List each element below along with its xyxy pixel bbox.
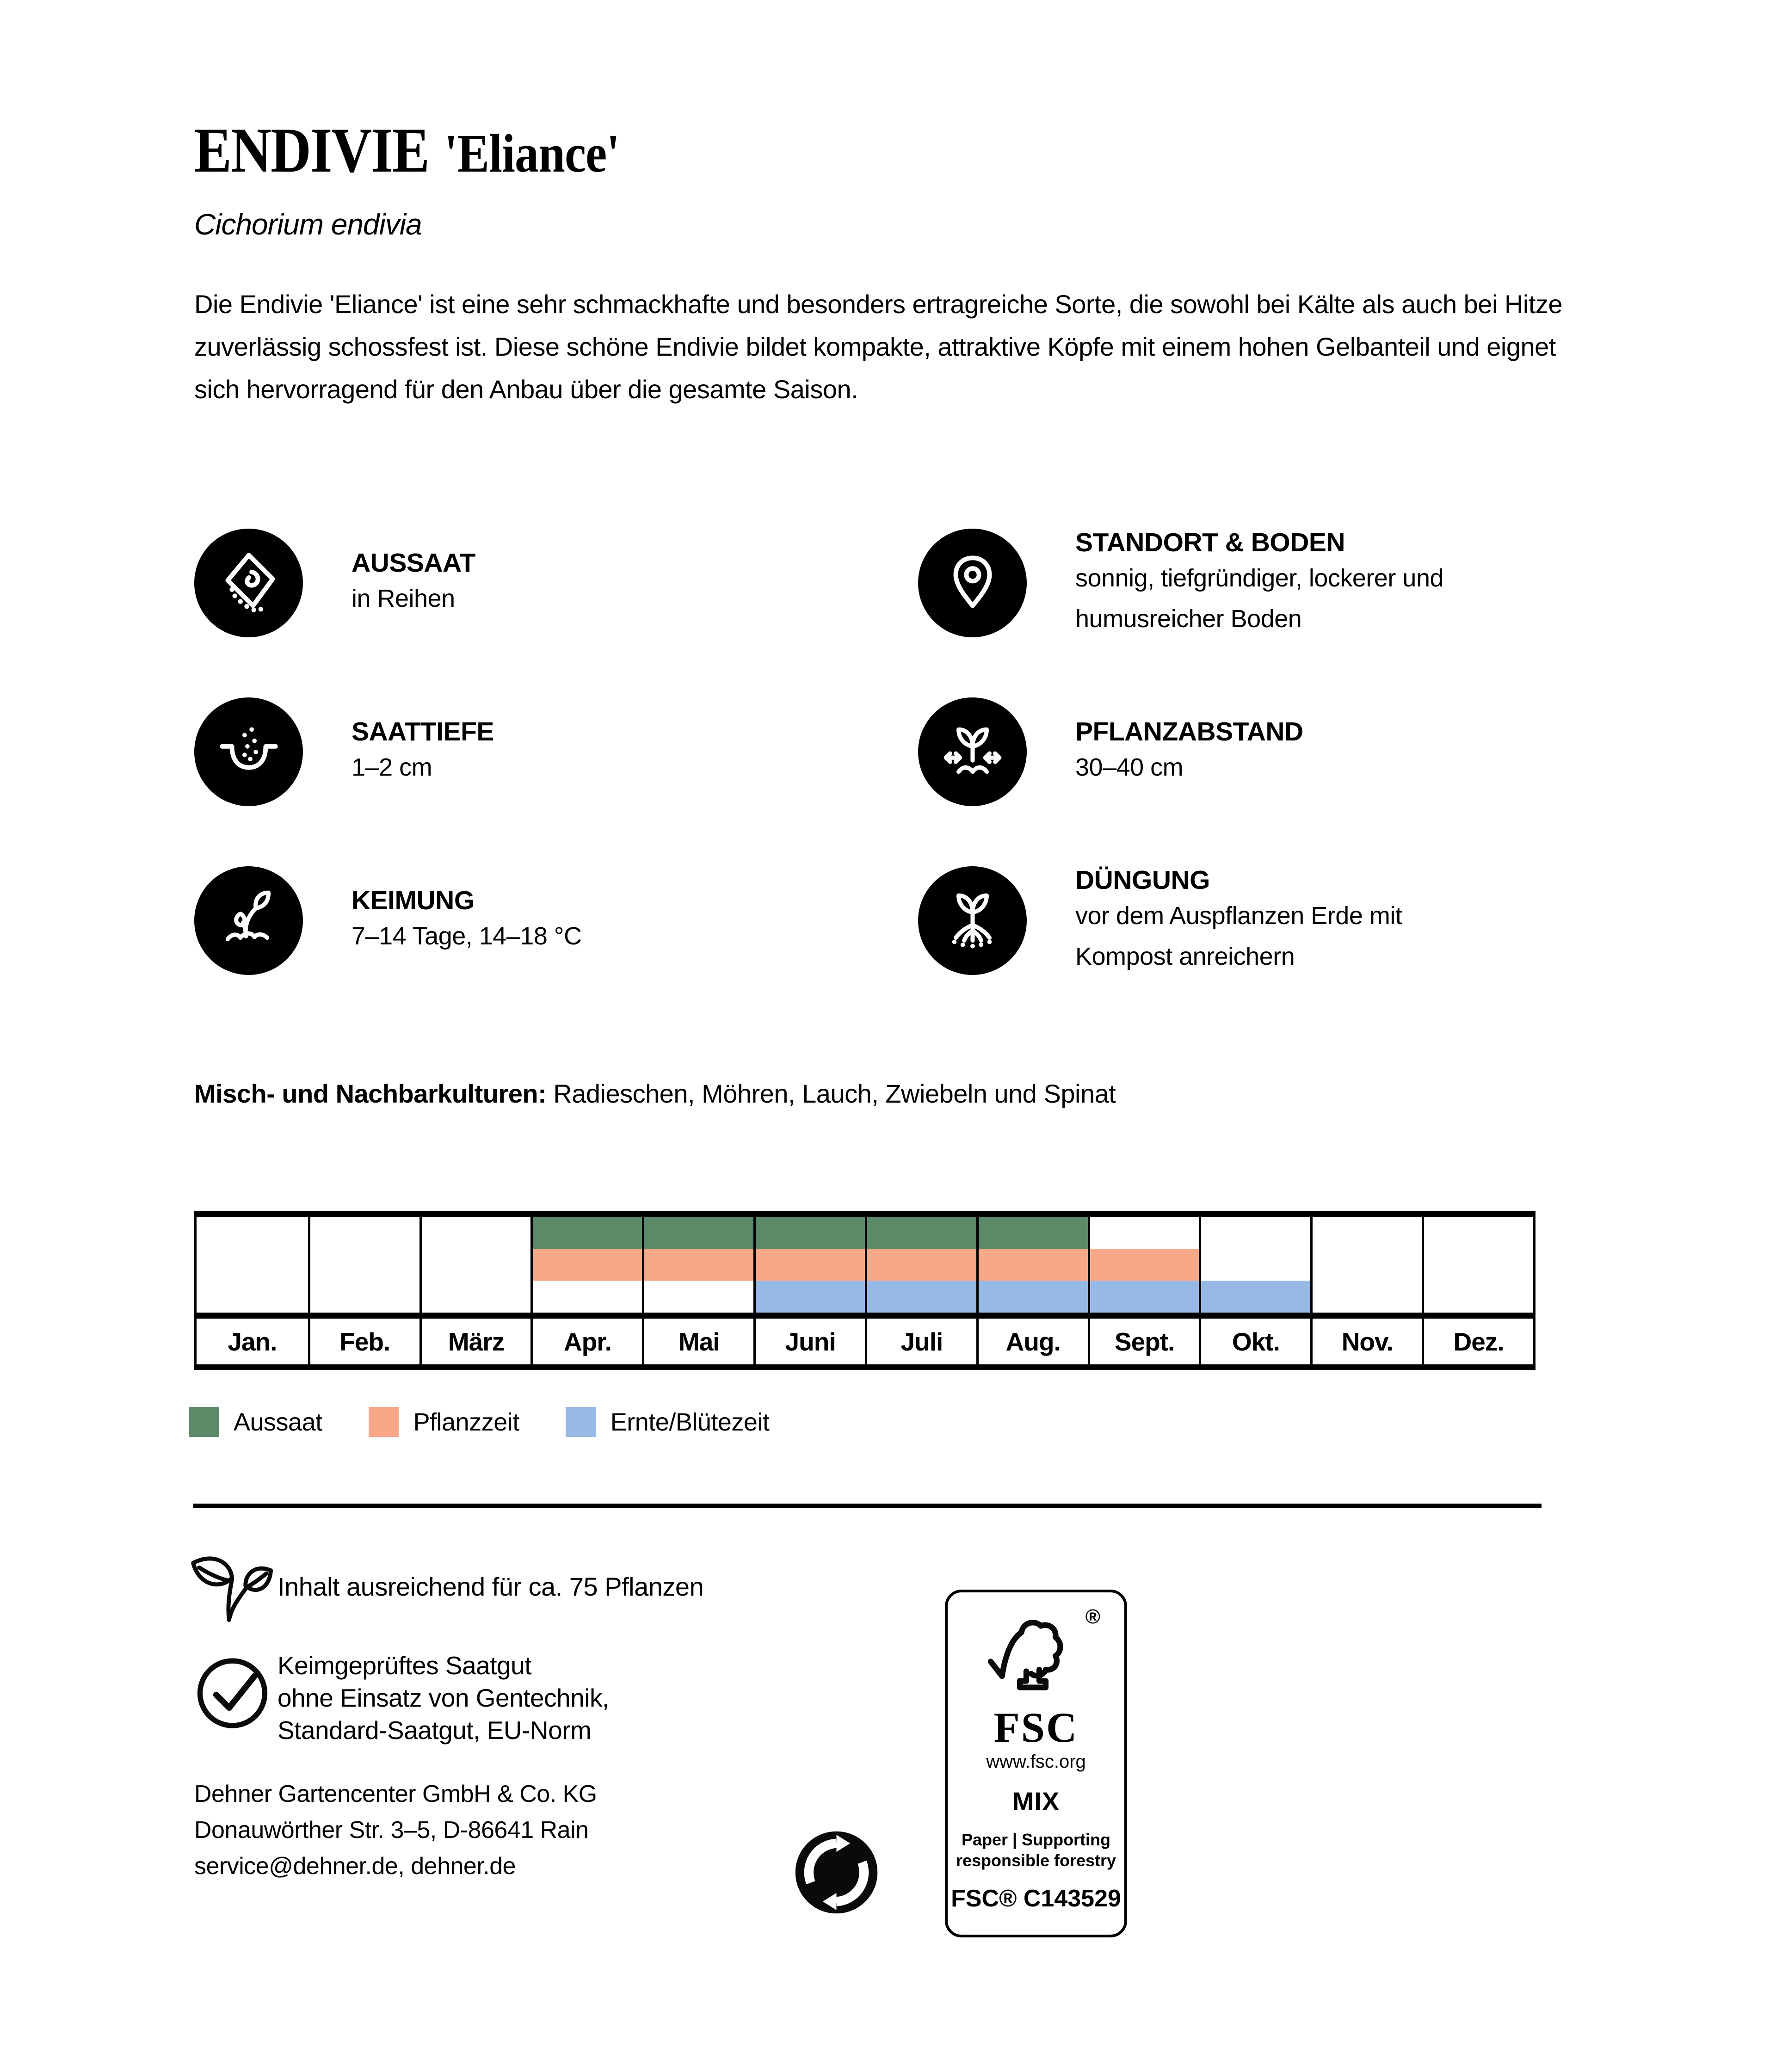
fsc-grade: MIX bbox=[1012, 1787, 1060, 1816]
fsc-claim bbox=[956, 1829, 1116, 1871]
calendar-cell-pflanzzeit-Feb. bbox=[308, 1249, 419, 1281]
calendar-cell-aussaat-Okt. bbox=[1199, 1217, 1310, 1249]
info-text bbox=[1075, 716, 1303, 788]
plant-spacing-icon bbox=[918, 697, 1027, 806]
month-label-Jan: Jan. bbox=[197, 1313, 308, 1364]
month-label-Okt: Okt. bbox=[1199, 1313, 1310, 1364]
quality-statement bbox=[278, 1649, 609, 1746]
month-label-Aug: Aug. bbox=[976, 1313, 1088, 1364]
page-title bbox=[194, 113, 619, 187]
calendar-cell-ernte-bl-tezeit-Apr. bbox=[530, 1281, 642, 1313]
calendar-cell-ernte-bl-tezeit-März bbox=[419, 1281, 531, 1313]
info-value: 7–14 Tage, 14–18 °C bbox=[352, 922, 582, 950]
calendar-cell-ernte-bl-tezeit-Mai bbox=[642, 1281, 753, 1313]
info-title: PFLANZABSTAND bbox=[1075, 716, 1303, 746]
seed-packet-icon bbox=[194, 529, 303, 637]
month-label-Sept: Sept. bbox=[1088, 1313, 1199, 1364]
fsc-brand: FSC bbox=[993, 1704, 1079, 1751]
month-label-Mai: Mai bbox=[642, 1313, 753, 1364]
calendar-cell-ernte-bl-tezeit-Aug. bbox=[976, 1281, 1088, 1313]
variety-name: 'Eliance' bbox=[444, 123, 620, 184]
calendar-cell-aussaat-Dez. bbox=[1422, 1217, 1533, 1249]
calendar-cell-ernte-bl-tezeit-Dez. bbox=[1422, 1281, 1533, 1313]
calendar-cell-aussaat-März bbox=[419, 1217, 531, 1249]
legend-swatch bbox=[189, 1407, 219, 1437]
leaf-icon bbox=[183, 1550, 280, 1627]
info-title: SAATTIEFE bbox=[352, 716, 494, 746]
green-dot-recycling-icon bbox=[794, 1830, 879, 1915]
month-label-Dez: Dez. bbox=[1422, 1313, 1533, 1364]
info-title: DÜNGUNG bbox=[1075, 865, 1210, 895]
fsc-license-code: FSC® C143529 bbox=[951, 1885, 1121, 1912]
calendar-cell-aussaat-Nov. bbox=[1310, 1217, 1422, 1249]
info-title: KEIMUNG bbox=[352, 885, 475, 915]
calendar-cell-pflanzzeit-Juni bbox=[753, 1249, 865, 1281]
location-pin-icon bbox=[918, 529, 1027, 637]
seed-depth-icon bbox=[194, 697, 303, 806]
germination-icon bbox=[194, 866, 303, 975]
legend-swatch bbox=[369, 1407, 399, 1437]
calendar-cell-pflanzzeit-Juli bbox=[865, 1249, 976, 1281]
calendar-cell-ernte-bl-tezeit-Juli bbox=[865, 1281, 976, 1313]
info-value: 30–40 cm bbox=[1075, 753, 1184, 781]
legend-label: Pflanzzeit bbox=[413, 1408, 519, 1436]
info-text bbox=[1075, 865, 1455, 977]
info-value: 1–2 cm bbox=[352, 753, 432, 781]
calendar-cell-pflanzzeit-Dez. bbox=[1422, 1249, 1533, 1281]
registered-mark: ® bbox=[1085, 1605, 1100, 1628]
companion-text: Radieschen, Möhren, Lauch, Zwiebeln und Spinat bbox=[546, 1079, 1116, 1108]
info-block-duengung bbox=[918, 866, 1455, 975]
fertilizing-icon bbox=[918, 866, 1027, 975]
quality-line: Keimgeprüftes Saatgut bbox=[278, 1651, 532, 1680]
company-line: service@dehner.de, dehner.de bbox=[194, 1853, 516, 1880]
sowing-calendar bbox=[194, 1211, 1536, 1370]
month-label-März: März bbox=[419, 1313, 531, 1364]
calendar-cell-pflanzzeit-Apr. bbox=[530, 1249, 642, 1281]
check-circle-icon bbox=[192, 1651, 273, 1732]
info-block-aussaat bbox=[194, 529, 475, 637]
month-label-Nov: Nov. bbox=[1310, 1313, 1422, 1364]
calendar-legend bbox=[189, 1407, 815, 1437]
legend-label: Ernte/Blütezeit bbox=[610, 1408, 770, 1436]
botanical-name: Cichorium endivia bbox=[194, 208, 422, 241]
calendar-cell-aussaat-Sept. bbox=[1088, 1217, 1199, 1249]
month-label-Apr: Apr. bbox=[530, 1313, 642, 1364]
legend-item bbox=[369, 1407, 519, 1437]
calendar-cell-aussaat-Juli bbox=[865, 1217, 976, 1249]
fsc-label bbox=[945, 1590, 1127, 1937]
info-text bbox=[1075, 527, 1455, 639]
calendar-cell-pflanzzeit-Okt. bbox=[1199, 1249, 1310, 1281]
company-line: Dehner Gartencenter GmbH & Co. KG bbox=[194, 1781, 597, 1807]
info-value: in Reihen bbox=[352, 584, 455, 612]
calendar-cell-aussaat-Feb. bbox=[308, 1217, 419, 1249]
info-value: vor dem Auspflanzen Erde mit Kompost anreichern bbox=[1075, 901, 1402, 970]
fsc-url: www.fsc.org bbox=[986, 1751, 1086, 1772]
companion-label: Misch- und Nachbarkulturen: bbox=[194, 1079, 547, 1108]
calendar-cell-aussaat-Jan. bbox=[197, 1217, 308, 1249]
calendar-cell-pflanzzeit-Sept. bbox=[1088, 1249, 1199, 1281]
companion-cultures bbox=[194, 1079, 1116, 1109]
info-block-saattiefe bbox=[194, 697, 494, 806]
month-label-Juli: Juli bbox=[865, 1313, 976, 1364]
fsc-claim-line: Paper | Supporting bbox=[961, 1830, 1111, 1849]
info-text bbox=[352, 548, 475, 619]
info-value: sonnig, tiefgründiger, lockerer und humusreicher Boden bbox=[1075, 564, 1444, 633]
info-title: AUSSAAT bbox=[352, 548, 475, 578]
quality-line: ohne Einsatz von Gentechnik, bbox=[278, 1684, 609, 1712]
calendar-cell-aussaat-Aug. bbox=[976, 1217, 1088, 1249]
calendar-cell-pflanzzeit-Jan. bbox=[197, 1249, 308, 1281]
calendar-cell-pflanzzeit-Aug. bbox=[976, 1249, 1088, 1281]
fsc-tree-check-icon bbox=[978, 1605, 1100, 1705]
content-note: Inhalt ausreichend für ca. 75 Pflanzen bbox=[278, 1572, 704, 1601]
month-label-Feb: Feb. bbox=[308, 1313, 419, 1364]
info-text bbox=[352, 885, 582, 956]
calendar-cell-aussaat-Mai bbox=[642, 1217, 753, 1249]
info-block-keimung bbox=[194, 866, 582, 975]
calendar-cell-ernte-bl-tezeit-Juni bbox=[753, 1281, 865, 1313]
calendar-cell-ernte-bl-tezeit-Okt. bbox=[1199, 1281, 1310, 1313]
company-line: Donauwörther Str. 3–5, D-86641 Rain bbox=[194, 1817, 589, 1844]
calendar-cell-pflanzzeit-Mai bbox=[642, 1249, 753, 1281]
calendar-cell-aussaat-Juni bbox=[753, 1217, 865, 1249]
divider-line bbox=[193, 1504, 1542, 1508]
legend-item bbox=[189, 1407, 322, 1437]
month-label-Juni: Juni bbox=[753, 1313, 865, 1364]
calendar-cell-pflanzzeit-Nov. bbox=[1310, 1249, 1422, 1281]
company-address bbox=[194, 1776, 597, 1884]
fsc-claim-line: responsible forestry bbox=[956, 1851, 1116, 1870]
calendar-cell-ernte-bl-tezeit-Nov. bbox=[1310, 1281, 1422, 1313]
info-block-pflanzabstand bbox=[918, 697, 1303, 806]
legend-label: Aussaat bbox=[234, 1408, 322, 1436]
info-title: STANDORT & BODEN bbox=[1075, 527, 1345, 557]
legend-swatch bbox=[566, 1407, 596, 1437]
quality-line: Standard-Saatgut, EU-Norm bbox=[278, 1716, 592, 1745]
description-paragraph: Die Endivie 'Eliance' ist eine sehr schmackhafte und besonders ertragreiche Sorte, die sowohl bei Kälte als auch bei Hitze zuverlässig schossfest ist. Diese schöne Endivie bildet kompakte, attraktive Köpfe mit einem hohen Gelbanteil und eignet sich hervorragend für den Anbau über die gesamte Saison. bbox=[194, 290, 1563, 404]
info-block-standort bbox=[918, 529, 1455, 637]
calendar-cell-aussaat-Apr. bbox=[530, 1217, 642, 1249]
calendar-cell-ernte-bl-tezeit-Feb. bbox=[308, 1281, 419, 1313]
calendar-cell-pflanzzeit-März bbox=[419, 1249, 531, 1281]
crop-name: ENDIVIE bbox=[194, 115, 429, 185]
info-text bbox=[352, 716, 494, 788]
calendar-cell-ernte-bl-tezeit-Sept. bbox=[1088, 1281, 1199, 1313]
calendar-cell-ernte-bl-tezeit-Jan. bbox=[197, 1281, 308, 1313]
legend-item bbox=[566, 1407, 770, 1437]
